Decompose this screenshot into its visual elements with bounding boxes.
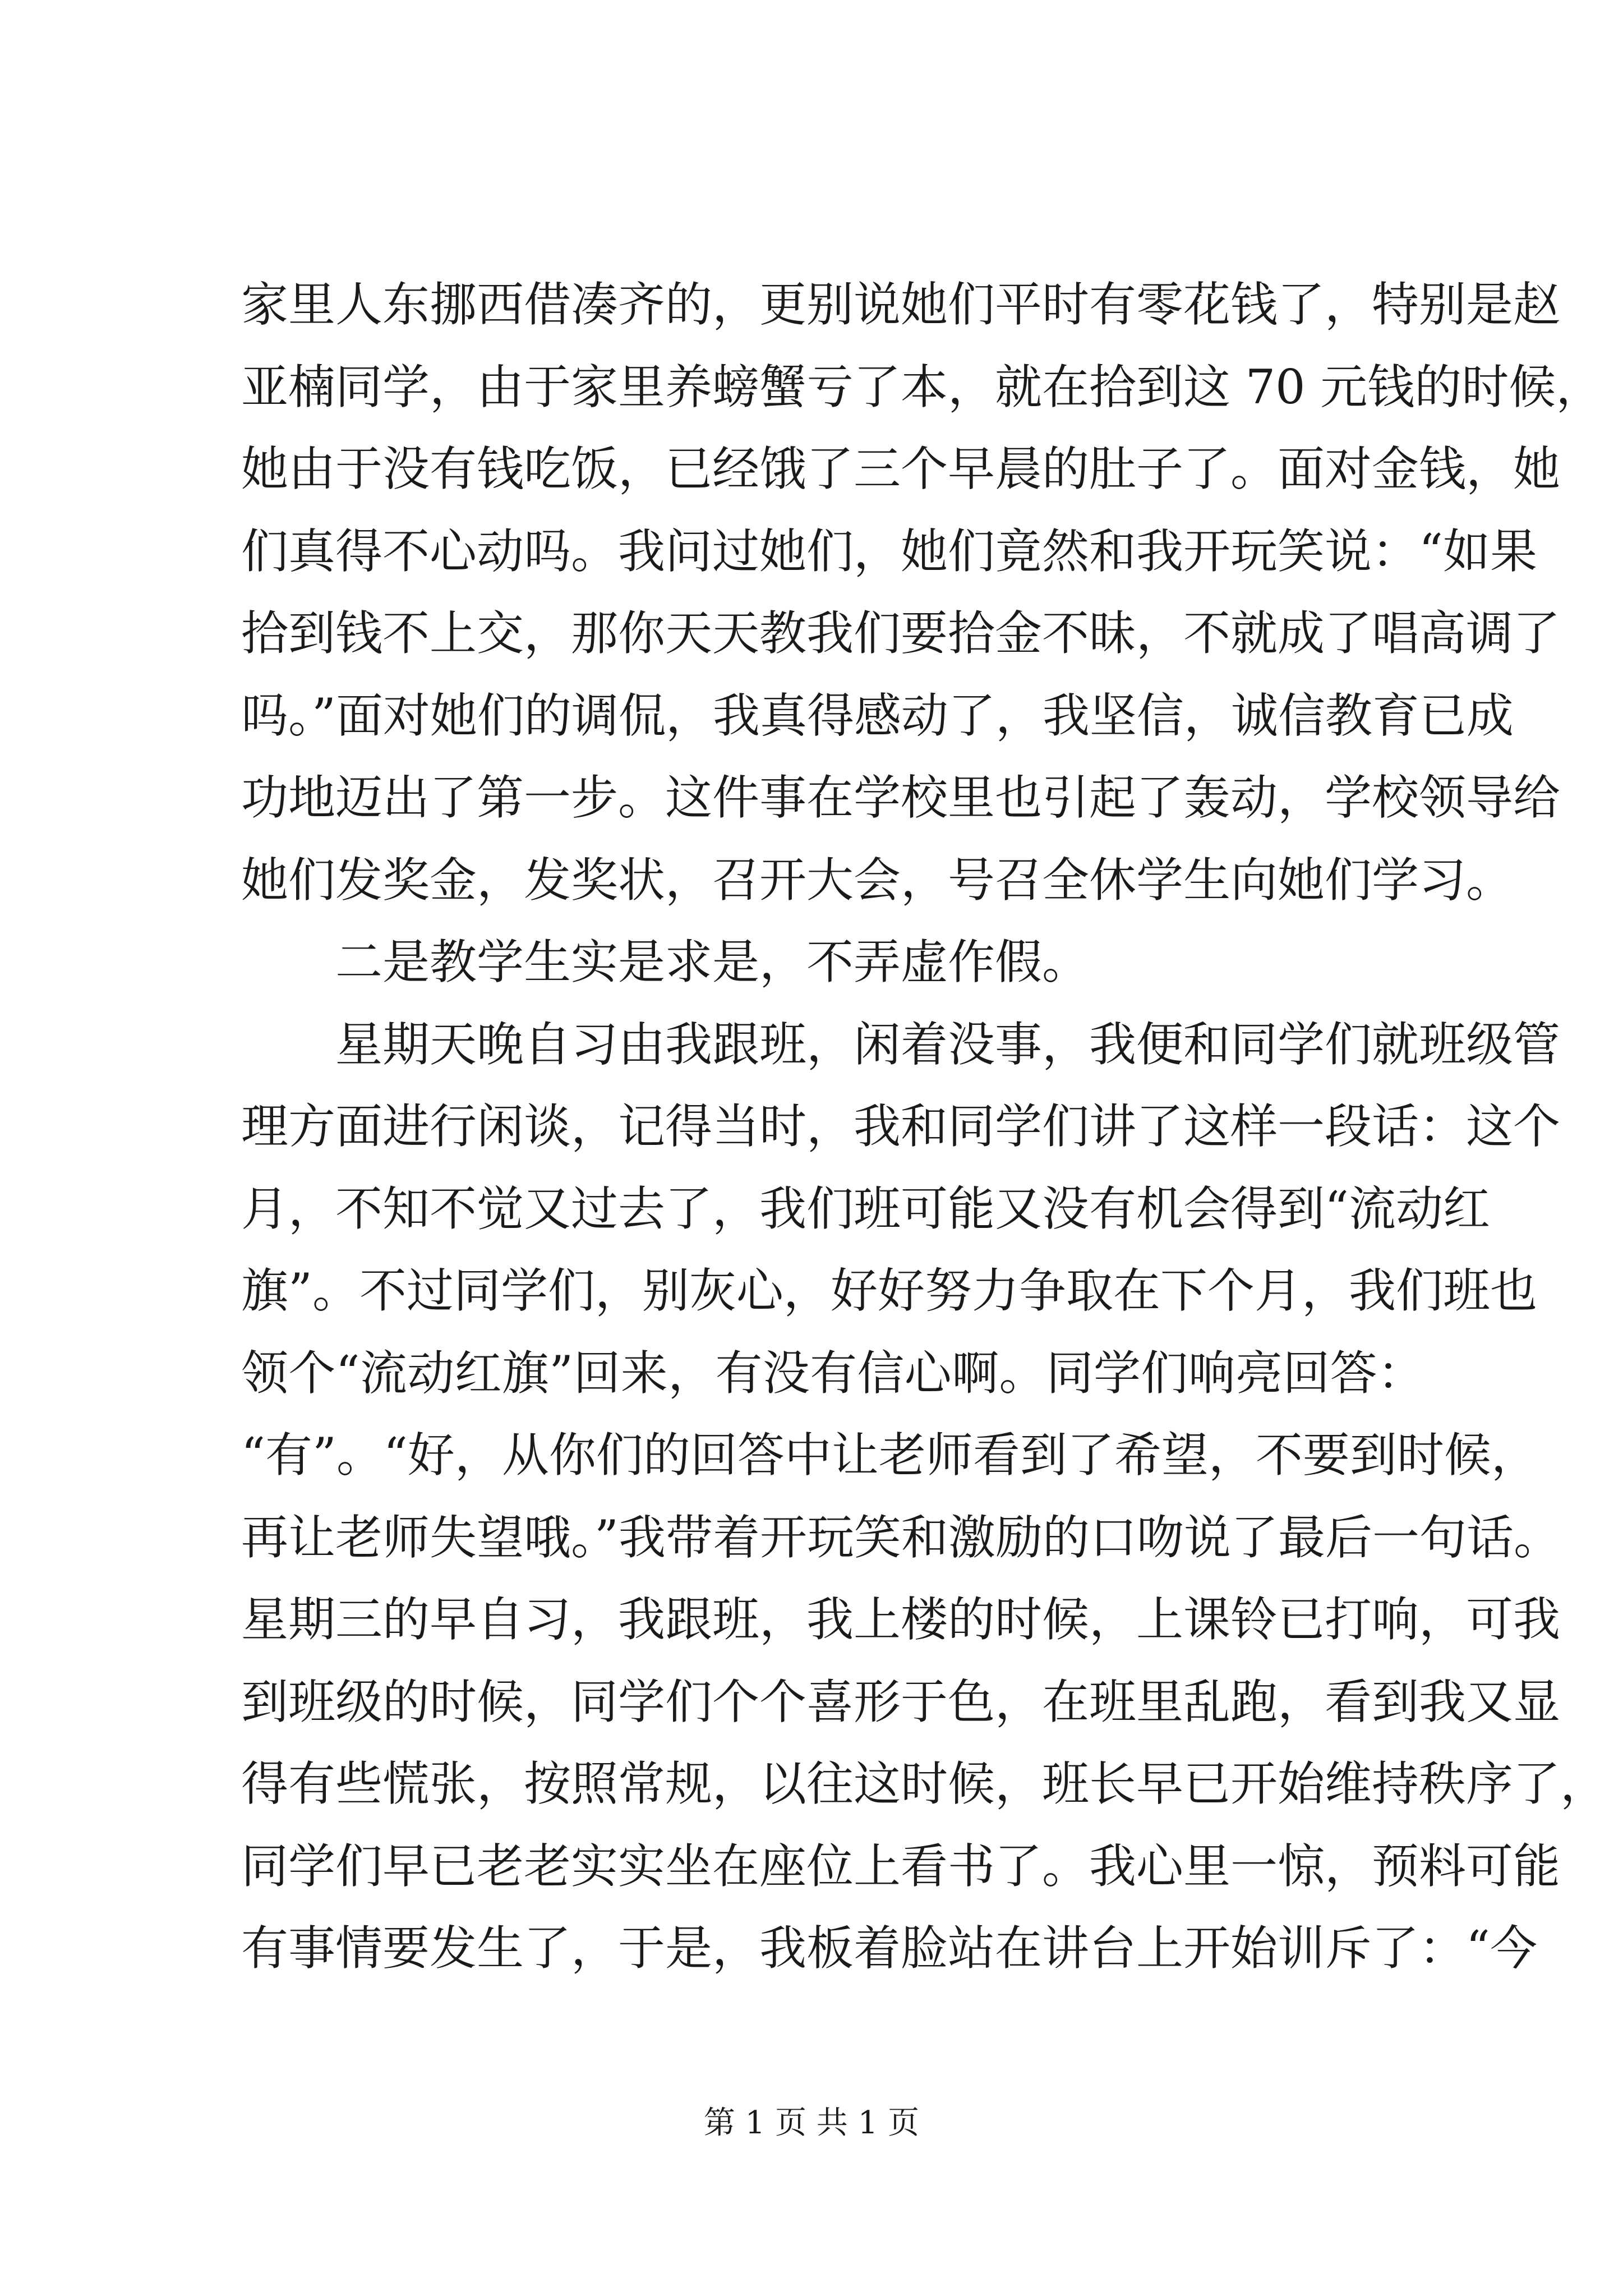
text-line: 到班级的时候，同学们个个喜形于色，在班里乱跑，看到我又显 bbox=[241, 1674, 1561, 1729]
text-line: 她们发奖金，发奖状，召开大会，号召全休学生向她们学习。 bbox=[241, 852, 1514, 908]
page-number-label: 第 1 页 共 1 页 bbox=[703, 2105, 920, 2141]
body-text bbox=[241, 264, 1608, 1990]
text-line: 有事情要发生了，于是，我板着脸站在讲台上开始训斥了：“今 bbox=[241, 1921, 1537, 1976]
text-line: 们真得不心动吗。我问过她们，她们竟然和我开玩笑说：“如果 bbox=[241, 523, 1537, 579]
text-line: 拾到钱不上交，那你天天教我们要拾金不昧，不就成了唱高调了 bbox=[241, 606, 1561, 661]
text-line: 再让老师失望哦。”我带着开玩笑和激励的口吻说了最后一句话。 bbox=[241, 1510, 1561, 1565]
section-heading: 二是教学生实是求是，不弄虚作假。 bbox=[241, 935, 1090, 990]
text-line: 星期天晚自习由我跟班，闲着没事，我便和同学们就班级管 bbox=[241, 1016, 1561, 1072]
page-footer bbox=[0, 2098, 1623, 2143]
text-line: 得有些慌张，按照常规，以往这时候，班长早已开始维持秩序了， bbox=[241, 1756, 1608, 1811]
text-line: 功地迈出了第一步。这件事在学校里也引起了轰动，学校领导给 bbox=[241, 770, 1561, 825]
text-line: 同学们早已老老实实坐在座位上看书了。我心里一惊，预料可能 bbox=[241, 1838, 1561, 1894]
text-line: 吗。”面对她们的调侃，我真得感动了，我坚信，诚信教育已成 bbox=[241, 688, 1514, 743]
text-line: 月，不知不觉又过去了，我们班可能又没有机会得到“流动红 bbox=[241, 1181, 1490, 1236]
text-line: 领个“流动红旗”回来，有没有信心啊。同学们响亮回答： bbox=[241, 1345, 1424, 1401]
text-line: 她由于没有钱吃饭，已经饿了三个早晨的肚子了。面对金钱，她 bbox=[241, 441, 1561, 496]
text-line: 理方面进行闲谈，记得当时，我和同学们讲了这样一段话：这个 bbox=[241, 1099, 1561, 1154]
text-line: 亚楠同学，由于家里养螃蟹亏了本，就在拾到这 70 元钱的时候， bbox=[241, 359, 1603, 415]
text-line: 旗”。不过同学们，别灰心，好好努力争取在下个月，我们班也 bbox=[241, 1263, 1537, 1318]
text-line: “有”。“好，从你们的回答中让老师看到了希望，不要到时候， bbox=[241, 1428, 1538, 1483]
text-line: 家里人东挪西借凑齐的，更别说她们平时有零花钱了，特别是赵 bbox=[241, 277, 1561, 332]
text-line: 星期三的早自习，我跟班，我上楼的时候，上课铃已打响，可我 bbox=[241, 1592, 1561, 1647]
